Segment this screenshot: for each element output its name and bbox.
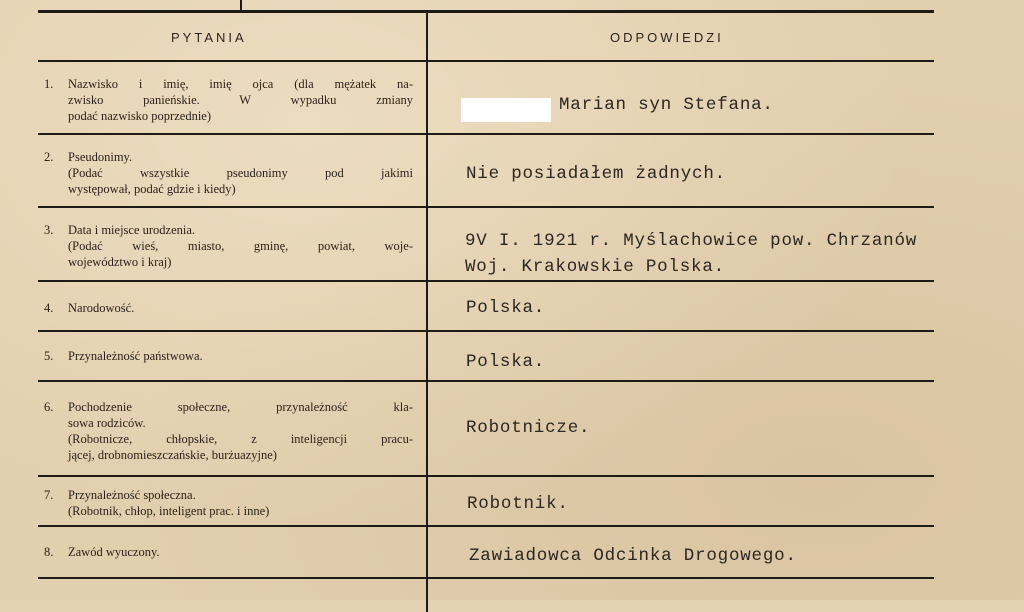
answer-4: Polska. bbox=[466, 298, 546, 318]
question-text: występował, podać gdzie i kiedy) bbox=[68, 182, 236, 196]
question-text: województwo i kraj) bbox=[68, 255, 172, 269]
question-text: zwisko panieńskie. W wypadku zmiany bbox=[68, 93, 413, 107]
row-rule-4 bbox=[38, 330, 934, 332]
row-rule-6 bbox=[38, 475, 934, 477]
answer-3-line-2: Woj. Krakowskie Polska. bbox=[465, 257, 725, 277]
question-text: Nazwisko i imię, imię ojca (dla mężatek na- bbox=[68, 77, 413, 91]
question-text: (Podać wszystkie pseudonimy pod jakimi bbox=[68, 166, 413, 180]
question-text: Pochodzenie społeczne, przynależność kla- bbox=[68, 400, 413, 414]
answer-3-line-1: 9V I. 1921 r. Myślachowice pow. Chrzanów bbox=[465, 231, 918, 251]
row-rule-3 bbox=[38, 280, 934, 282]
question-text: Pseudonimy. bbox=[68, 150, 133, 164]
question-number: 6. bbox=[44, 400, 54, 414]
question-number: 8. bbox=[44, 545, 54, 559]
question-number: 7. bbox=[44, 488, 54, 502]
column-divider bbox=[426, 12, 428, 612]
answer-7: Robotnik. bbox=[467, 494, 569, 514]
row-rule-7 bbox=[38, 525, 934, 527]
question-number: 1. bbox=[44, 77, 54, 91]
header-rule bbox=[38, 60, 934, 62]
question-number: 3. bbox=[44, 223, 54, 237]
row-rule-2 bbox=[38, 206, 934, 208]
question-number: 5. bbox=[44, 349, 54, 363]
question-text: jącej, drobnomieszczańskie, burżuazyjne) bbox=[68, 448, 277, 462]
questions-header: PYTANIA bbox=[171, 30, 247, 45]
question-text: (Robotnik, chłop, inteligent prac. i inne) bbox=[68, 504, 270, 518]
question-text: (Robotnicze, chłopskie, z inteligencji pracu- bbox=[68, 432, 413, 446]
answer-5: Polska. bbox=[466, 352, 546, 372]
row-rule-5 bbox=[38, 380, 934, 382]
question-number: 2. bbox=[44, 150, 54, 164]
redaction-box bbox=[461, 98, 551, 122]
question-text: podać nazwisko poprzednie) bbox=[68, 109, 211, 123]
question-text: Przynależność państwowa. bbox=[68, 349, 203, 363]
question-text: Narodowość. bbox=[68, 301, 135, 315]
question-text: Zawód wyuczony. bbox=[68, 545, 160, 559]
question-text: sowa rodziców. bbox=[68, 416, 146, 430]
question-text: Data i miejsce urodzenia. bbox=[68, 223, 196, 237]
answer-6: Robotnicze. bbox=[466, 418, 591, 438]
top-border bbox=[38, 10, 934, 13]
answer-1: Marian syn Stefana. bbox=[559, 95, 774, 115]
top-stub bbox=[240, 0, 242, 10]
question-text: (Podać wieś, miasto, gminę, powiat, woje- bbox=[68, 239, 413, 253]
row-rule-1 bbox=[38, 133, 934, 135]
question-number: 4. bbox=[44, 301, 54, 315]
question-text: Przynależność społeczna. bbox=[68, 488, 196, 502]
answer-8: Zawiadowca Odcinka Drogowego. bbox=[469, 546, 797, 566]
row-rule-8 bbox=[38, 577, 934, 579]
answers-header: ODPOWIEDZI bbox=[610, 30, 724, 45]
answer-2: Nie posiadałem żadnych. bbox=[466, 164, 726, 184]
